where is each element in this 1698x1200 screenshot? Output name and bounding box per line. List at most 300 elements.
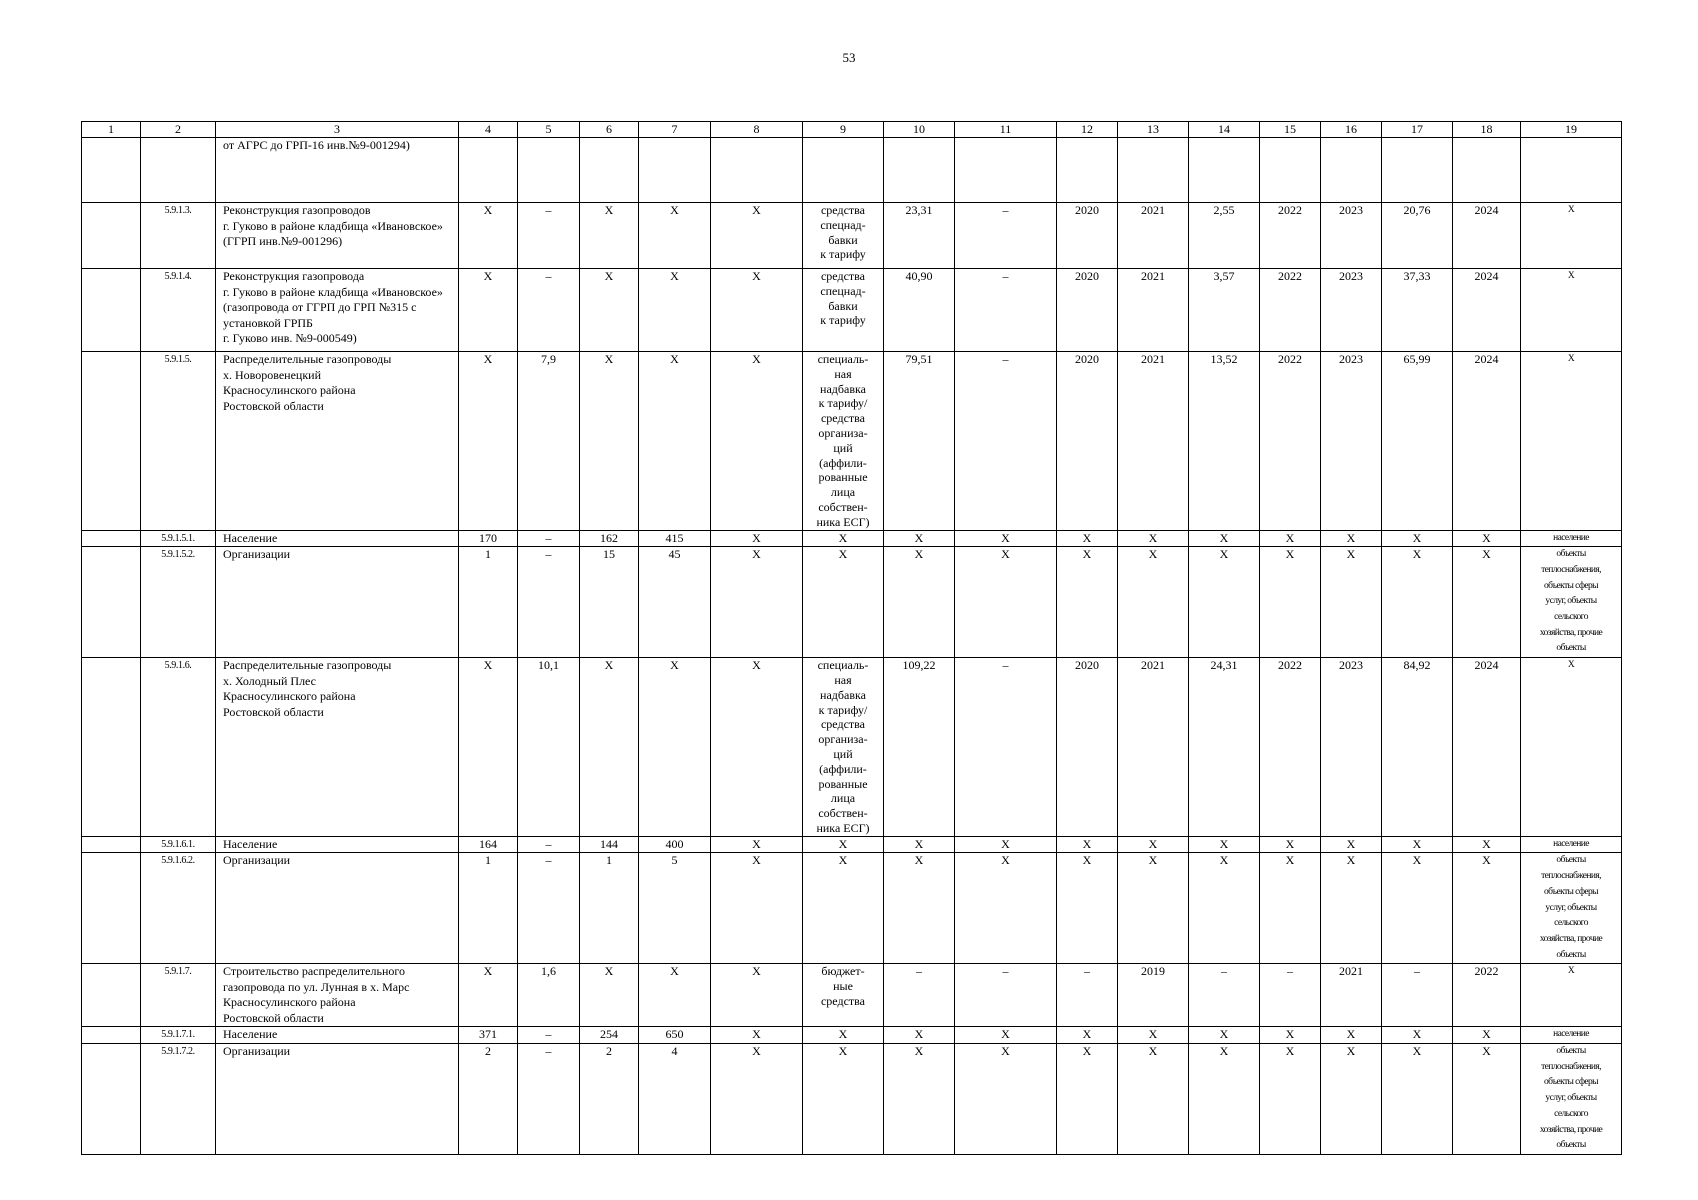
cell-text-line: Х	[1082, 853, 1092, 868]
item-number-cell	[141, 964, 216, 1027]
col-6-cell	[580, 836, 639, 853]
col-1-cell	[82, 203, 141, 269]
cell-text-line: 2019	[1141, 964, 1165, 979]
col-18-cell	[1453, 138, 1521, 203]
cell-text-line: 5.9.1.6.	[164, 660, 192, 672]
cell-text-line: Х	[1082, 836, 1092, 851]
cell-text-line: Х	[1567, 205, 1575, 215]
col-18-cell	[1453, 269, 1521, 352]
col-5-cell	[518, 352, 580, 531]
cell-text-line: Организации	[223, 547, 291, 562]
cell-text-line: Красносулинского района	[223, 689, 356, 704]
cell-text-line: ника ЕСГ)	[816, 514, 870, 529]
col-5-cell	[518, 1044, 580, 1155]
col-7-cell	[639, 836, 711, 853]
column-number-19: 19	[1521, 122, 1622, 138]
col-8-cell	[711, 1044, 803, 1155]
cell-text-line: Х	[914, 530, 924, 545]
col-13-cell	[1118, 352, 1189, 531]
col-4-cell	[459, 1044, 518, 1155]
cell-text-line: 164	[479, 836, 497, 851]
col-7-cell	[639, 138, 711, 203]
cell-text-line: –	[545, 853, 552, 868]
cell-text-line: Х	[604, 964, 614, 979]
cell-text-line: к тарифу/	[818, 396, 868, 411]
col-13-cell	[1118, 836, 1189, 853]
column-number-17: 17	[1382, 122, 1453, 138]
cell-text-line: Х	[1482, 547, 1491, 562]
table-row	[82, 1044, 1622, 1155]
col-18-cell	[1453, 203, 1521, 269]
cell-text-line: Х	[1567, 271, 1575, 281]
col-1-cell	[82, 658, 141, 837]
col-13-cell	[1118, 1027, 1189, 1044]
cell-text-line: 79,51	[905, 352, 933, 366]
cell-text-line: Х	[1148, 1044, 1158, 1059]
cell-text-line: 415	[665, 530, 684, 545]
col-13-cell	[1118, 964, 1189, 1027]
col-6-cell	[580, 138, 639, 203]
col-8-cell	[711, 853, 803, 964]
col-12-cell	[1057, 658, 1118, 837]
cell-text-line: объекты сферы	[1544, 886, 1598, 897]
consumers-cell	[1521, 1044, 1622, 1155]
col-1-cell	[82, 964, 141, 1027]
cell-text-line: Реконструкция газопровода	[223, 269, 365, 283]
cell-text-line: ная	[834, 366, 852, 381]
col-11-cell	[955, 1027, 1057, 1044]
cell-text-line: –	[1002, 203, 1009, 217]
cell-text-line: хозяйства, прочие	[1539, 627, 1603, 638]
cell-text-line: Х	[1567, 966, 1575, 977]
col-10-cell	[884, 836, 955, 853]
cell-text-line: Х	[752, 547, 761, 562]
description-cell	[216, 138, 459, 203]
cell-text-line: 400	[665, 836, 684, 851]
cell-text-line: Х	[1082, 1044, 1092, 1059]
col-18-cell	[1453, 1044, 1521, 1155]
cell-text-line: к тарифу/	[818, 702, 868, 717]
cell-text-line: Х	[1219, 853, 1229, 868]
col-1-cell	[82, 269, 141, 352]
col-18-cell	[1453, 853, 1521, 964]
col-6-cell	[580, 1044, 639, 1155]
cell-text-line: г. Гуково инв. №9-000549)	[223, 331, 357, 345]
cell-text-line: 45	[668, 547, 681, 562]
cell-text-line: организа-	[818, 425, 868, 440]
col-12-cell	[1057, 964, 1118, 1027]
cell-text-line: 2024	[1474, 203, 1499, 217]
col-15-cell	[1260, 269, 1321, 352]
col-11-cell	[955, 203, 1057, 269]
cell-text-line: 5.9.1.7.1.	[161, 1029, 195, 1041]
col-8-cell	[711, 352, 803, 531]
cell-text-line: 40,90	[905, 269, 933, 283]
cell-text-line: средства	[820, 993, 865, 1008]
col-18-cell	[1453, 658, 1521, 837]
col-18-cell	[1453, 964, 1521, 1027]
cell-text-line: –	[1221, 964, 1227, 979]
cell-text-line: 2024	[1474, 269, 1499, 283]
cell-text-line: Х	[1219, 1044, 1229, 1059]
table-row	[82, 1027, 1622, 1044]
column-number-1: 1	[82, 122, 141, 138]
col-14-cell	[1189, 1044, 1260, 1155]
description-cell	[216, 269, 459, 352]
cell-text-line: Х	[1412, 530, 1422, 545]
col-4-cell	[459, 964, 518, 1027]
column-number-6: 6	[580, 122, 639, 138]
description-cell	[216, 530, 459, 547]
cell-text-line: население	[1553, 838, 1589, 849]
cell-text-line: сельского	[1554, 612, 1588, 623]
cell-text-line: 20,76	[1403, 203, 1431, 217]
col-11-cell	[955, 352, 1057, 531]
col-7-cell	[639, 1027, 711, 1044]
cell-text-line: 2020	[1075, 352, 1099, 366]
cell-text-line: Х	[1082, 530, 1092, 545]
col-13-cell	[1118, 658, 1189, 837]
column-number-8: 8	[711, 122, 803, 138]
col-14-cell	[1189, 853, 1260, 964]
consumers-cell	[1521, 352, 1622, 531]
col-14-cell	[1189, 203, 1260, 269]
cell-text-line: к тарифу	[820, 313, 866, 328]
cell-text-line: ций	[833, 746, 853, 761]
col-12-cell	[1057, 547, 1118, 658]
table-row	[82, 269, 1622, 352]
cell-text-line: специаль-	[817, 658, 869, 673]
cell-text-line: Х	[1346, 547, 1356, 562]
col-12-cell	[1057, 138, 1118, 203]
description-cell	[216, 836, 459, 853]
cell-text-line: Х	[1346, 1027, 1356, 1042]
col-1-cell	[82, 1027, 141, 1044]
cell-text-line: Х	[752, 658, 761, 673]
column-number-3: 3	[216, 122, 459, 138]
col-1-cell	[82, 138, 141, 203]
cell-text-line: специаль-	[817, 352, 869, 366]
cell-text-line: Х	[483, 203, 493, 217]
col-6-cell	[580, 352, 639, 531]
column-number-18: 18	[1453, 122, 1521, 138]
cell-text-line: Х	[1285, 547, 1295, 562]
cell-text-line: Х	[914, 547, 924, 562]
cell-text-line: 37,33	[1403, 269, 1431, 283]
item-number-cell	[141, 203, 216, 269]
cell-text-line: г. Гуково в районе кладбища «Ивановское» (ГГРП инв.№9-001296)	[223, 218, 443, 248]
cell-text-line: Х	[838, 530, 848, 545]
cell-text-line: 65,99	[1403, 352, 1431, 366]
cell-text-line: 5.9.1.5.	[164, 354, 192, 365]
col-11-cell	[955, 530, 1057, 547]
cell-text-line: Х	[1001, 1044, 1010, 1059]
cell-text-line: средства	[820, 203, 865, 217]
col-15-cell	[1260, 530, 1321, 547]
cell-text-line: хозяйства, прочие	[1539, 1124, 1603, 1135]
cell-text-line: объекты сферы	[1544, 1077, 1598, 1088]
cell-text-line: Распределительные газопроводы	[223, 352, 392, 366]
col-4-cell	[459, 836, 518, 853]
col-15-cell	[1260, 352, 1321, 531]
cell-text-line: ные	[833, 979, 853, 994]
col-12-cell	[1057, 1027, 1118, 1044]
col-5-cell	[518, 836, 580, 853]
cell-text-line: –	[545, 269, 552, 283]
col-6-cell	[580, 530, 639, 547]
column-number-13: 13	[1118, 122, 1189, 138]
col-10-cell	[884, 530, 955, 547]
cell-text-line: Х	[483, 269, 493, 283]
col-4-cell	[459, 269, 518, 352]
consumers-cell	[1521, 530, 1622, 547]
cell-text-line: надбавка	[820, 687, 866, 702]
cell-text-line: Х	[1285, 1044, 1295, 1059]
cell-text-line: 5.9.1.7.2.	[161, 1046, 195, 1058]
cell-text-line: Х	[1346, 530, 1356, 545]
cell-text-line: теплоснабжения,	[1541, 871, 1601, 882]
cell-text-line: Х	[1567, 354, 1575, 364]
col-14-cell	[1189, 352, 1260, 531]
cell-text-line: теплоснабжения,	[1541, 564, 1601, 575]
col-8-cell	[711, 530, 803, 547]
col-13-cell	[1118, 547, 1189, 658]
col-8-cell	[711, 138, 803, 203]
col-15-cell	[1260, 1027, 1321, 1044]
cell-text-line: 5	[671, 853, 678, 868]
cell-text-line: Х	[483, 352, 493, 366]
col-7-cell	[639, 203, 711, 269]
cell-text-line: 2,55	[1213, 203, 1235, 217]
description-cell	[216, 658, 459, 837]
cell-text-line: Х	[1148, 547, 1158, 562]
col-8-cell	[711, 203, 803, 269]
cell-text-line: Ростовской области	[223, 1010, 324, 1025]
col-15-cell	[1260, 836, 1321, 853]
cell-text-line: Х	[914, 853, 924, 868]
cell-text-line: Х	[670, 352, 679, 366]
cell-text-line: –	[545, 1027, 552, 1042]
col-14-cell	[1189, 836, 1260, 853]
cell-text-line: 5.9.1.7.	[164, 966, 192, 978]
cell-text-line: объекты	[1556, 949, 1586, 960]
cell-text-line: Х	[752, 836, 761, 851]
description-cell	[216, 1044, 459, 1155]
cell-text-line: 10,1	[538, 658, 559, 673]
cell-text-line: Х	[483, 658, 493, 673]
col-14-cell	[1189, 658, 1260, 837]
consumers-cell	[1521, 964, 1622, 1027]
cell-text-line: 162	[600, 530, 618, 545]
cell-text-line: ций	[833, 440, 853, 455]
cell-text-line: Х	[1346, 1044, 1356, 1059]
cell-text-line: –	[545, 1044, 552, 1059]
col-13-cell	[1118, 138, 1189, 203]
cell-text-line: услуг, объекты	[1545, 1093, 1597, 1104]
col-12-cell	[1057, 269, 1118, 352]
cell-text-line: рованные	[818, 470, 868, 485]
cell-text-line: Х	[1482, 1027, 1491, 1042]
col-16-cell	[1321, 138, 1382, 203]
cell-text-line: средства	[820, 411, 865, 426]
col-11-cell	[955, 269, 1057, 352]
cell-text-line: ная	[834, 672, 852, 687]
cell-text-line: Х	[752, 530, 761, 545]
column-number-15: 15	[1260, 122, 1321, 138]
cell-text-line: Х	[1482, 1044, 1491, 1059]
consumers-cell	[1521, 853, 1622, 964]
cell-text-line: Х	[838, 1027, 848, 1042]
col-11-cell	[955, 964, 1057, 1027]
cell-text-line: 5.9.1.6.2.	[161, 855, 195, 867]
cell-text-line: –	[1002, 964, 1009, 979]
cell-text-line: 109,22	[902, 658, 936, 673]
col-7-cell	[639, 853, 711, 964]
col-17-cell	[1382, 658, 1453, 837]
col-8-cell	[711, 836, 803, 853]
cell-text-line: 24,31	[1210, 658, 1238, 673]
col-11-cell	[955, 836, 1057, 853]
cell-text-line: Х	[914, 1027, 924, 1042]
description-cell	[216, 853, 459, 964]
consumers-cell	[1521, 547, 1622, 658]
table-row	[82, 836, 1622, 853]
cell-text-line: Х	[1482, 530, 1491, 545]
cell-text-line: Х	[670, 203, 679, 217]
consumers-cell	[1521, 203, 1622, 269]
cell-text-line: бавки	[828, 232, 858, 247]
funding-source-cell	[803, 1044, 884, 1155]
cell-text-line: Х	[838, 1044, 848, 1059]
cell-text-line: собствен-	[818, 499, 868, 514]
col-5-cell	[518, 530, 580, 547]
col-10-cell	[884, 658, 955, 837]
cell-text-line: (аффили-	[819, 455, 867, 470]
cell-text-line: 2023	[1339, 352, 1363, 366]
col-15-cell	[1260, 547, 1321, 658]
col-12-cell	[1057, 530, 1118, 547]
col-15-cell	[1260, 1044, 1321, 1155]
col-12-cell	[1057, 1044, 1118, 1155]
col-17-cell	[1382, 836, 1453, 853]
cell-text-line: лица	[830, 791, 856, 806]
cell-text-line: –	[1084, 964, 1090, 979]
col-5-cell	[518, 269, 580, 352]
cell-text-line: Х	[1001, 836, 1010, 851]
funding-source-cell	[803, 836, 884, 853]
cell-text-line: –	[1002, 352, 1009, 366]
col-14-cell	[1189, 964, 1260, 1027]
item-number-cell	[141, 853, 216, 964]
consumers-cell	[1521, 1027, 1622, 1044]
cell-text-line: 5.9.1.5.1.	[161, 532, 195, 544]
cell-text-line: население	[1553, 1029, 1589, 1040]
cell-text-line: 1	[606, 853, 612, 868]
col-5-cell	[518, 203, 580, 269]
col-14-cell	[1189, 1027, 1260, 1044]
cell-text-line: Население	[223, 836, 278, 851]
cell-text-line: Х	[1148, 1027, 1158, 1042]
col-5-cell	[518, 1027, 580, 1044]
col-18-cell	[1453, 352, 1521, 531]
table-header-row	[82, 122, 1622, 138]
consumers-cell	[1521, 269, 1622, 352]
item-number-cell	[141, 658, 216, 837]
column-number-9: 9	[803, 122, 884, 138]
cell-text-line: Х	[752, 203, 761, 217]
cell-text-line: 2022	[1278, 203, 1302, 217]
cell-text-line: население	[1553, 532, 1589, 543]
cell-text-line: организа-	[818, 732, 868, 747]
cell-text-line: (аффили-	[819, 761, 867, 776]
cell-text-line: Х	[1412, 1044, 1422, 1059]
col-17-cell	[1382, 269, 1453, 352]
consumers-cell	[1521, 658, 1622, 837]
col-5-cell	[518, 547, 580, 658]
cell-text-line: Х	[670, 658, 679, 673]
cell-text-line: Организации	[223, 853, 291, 868]
cell-text-line: 5.9.1.3.	[164, 205, 192, 216]
cell-text-line: объекты	[1556, 549, 1586, 560]
col-4-cell	[459, 1027, 518, 1044]
cell-text-line: х. Холодный Плес	[223, 673, 317, 688]
cell-text-line: Х	[1001, 547, 1010, 562]
col-10-cell	[884, 964, 955, 1027]
cell-text-line: 2021	[1141, 269, 1165, 283]
cell-text-line: собствен-	[818, 806, 868, 821]
cell-text-line: Ростовской области	[223, 704, 324, 719]
table-row	[82, 203, 1622, 269]
col-10-cell	[884, 547, 955, 658]
cell-text-line: Х	[483, 964, 493, 979]
cell-text-line: 2020	[1075, 203, 1099, 217]
cell-text-line: 2022	[1474, 964, 1499, 979]
col-5-cell	[518, 138, 580, 203]
table-row	[82, 138, 1622, 203]
cell-text-line: сельского	[1554, 1108, 1588, 1119]
col-7-cell	[639, 964, 711, 1027]
cell-text-line: 144	[600, 836, 618, 851]
column-number-10: 10	[884, 122, 955, 138]
cell-text-line: Реконструкция газопроводов	[223, 203, 371, 217]
description-cell	[216, 352, 459, 531]
cell-text-line: Х	[670, 269, 679, 283]
cell-text-line: Х	[1482, 853, 1491, 868]
col-10-cell	[884, 352, 955, 531]
col-12-cell	[1057, 836, 1118, 853]
col-13-cell	[1118, 530, 1189, 547]
col-16-cell	[1321, 203, 1382, 269]
cell-text-line: Х	[604, 658, 614, 673]
cell-text-line: Х	[1148, 530, 1158, 545]
cell-text-line: объекты	[1556, 643, 1586, 654]
cell-text-line: Х	[1412, 836, 1422, 851]
col-7-cell	[639, 547, 711, 658]
cell-text-line: услуг, объекты	[1545, 902, 1597, 913]
col-8-cell	[711, 964, 803, 1027]
cell-text-line: –	[545, 547, 552, 562]
cell-text-line: х. Новоровенецкий	[223, 367, 322, 382]
cell-text-line: Организации	[223, 1044, 291, 1059]
cell-text-line: 371	[479, 1027, 497, 1042]
col-17-cell	[1382, 203, 1453, 269]
description-cell	[216, 1027, 459, 1044]
col-11-cell	[955, 138, 1057, 203]
col-1-cell	[82, 547, 141, 658]
col-8-cell	[711, 269, 803, 352]
funding-source-cell	[803, 352, 884, 531]
col-6-cell	[580, 203, 639, 269]
